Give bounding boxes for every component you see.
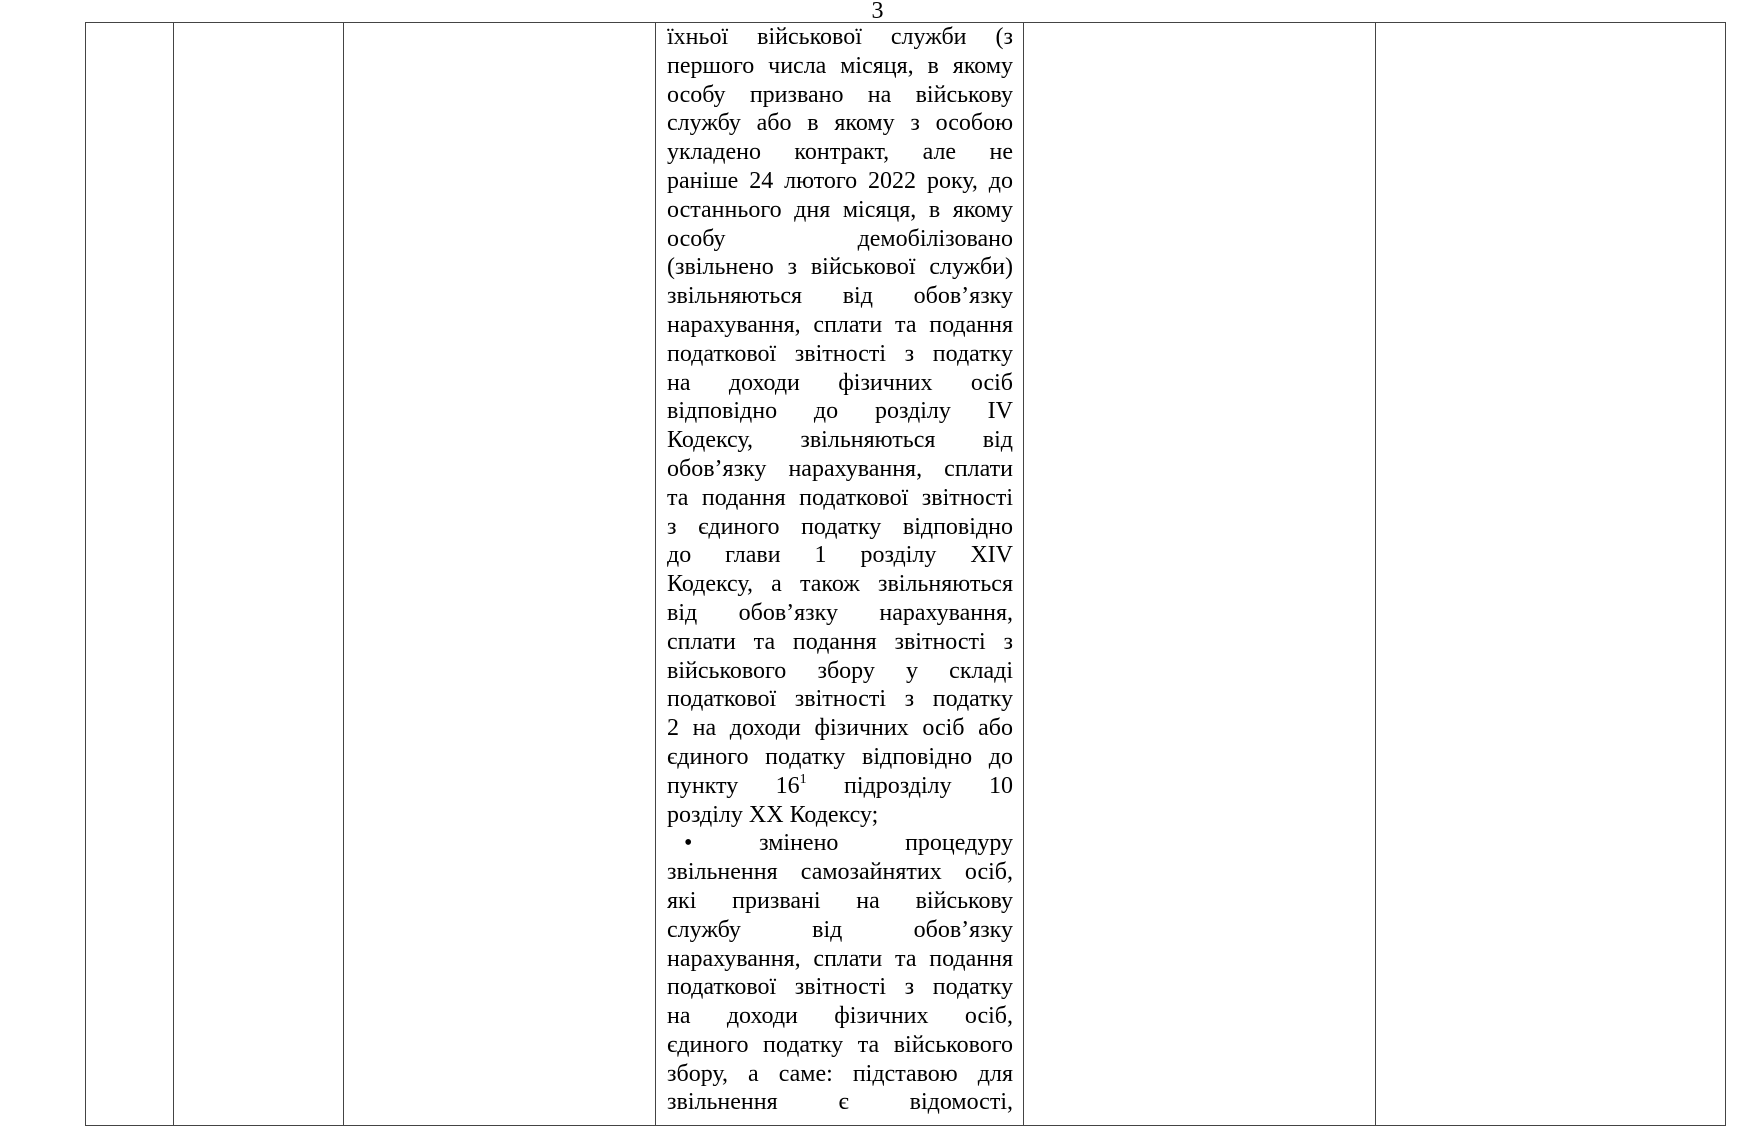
table-cell-text: [656, 23, 1024, 1126]
text-line: податкової звітності з податку: [667, 686, 1013, 713]
text-line: особу демобілізовано: [667, 225, 1013, 252]
text-line: звільняються від обов’язку: [667, 283, 1013, 310]
page-number: 3: [871, 0, 884, 24]
table-cell-empty-2: [174, 23, 344, 1126]
text-line: укладено контракт, але не: [667, 139, 1013, 166]
text-line: податкової звітності з податку: [667, 340, 1013, 367]
text-line: на доходи фізичних осіб,: [667, 1003, 1013, 1030]
text-line: відповідно до розділу IV: [667, 398, 1013, 425]
text-line: особу призвано на військову: [667, 81, 1013, 108]
text-line: які призвані на військову: [667, 887, 1013, 914]
table-cell-empty-3: [344, 23, 656, 1126]
table-cell-empty-5: [1024, 23, 1376, 1126]
text-line: службу від обов’язку: [667, 916, 1013, 943]
text-line: звільнення є відомості,: [667, 1089, 1013, 1116]
text-line: раніше 24 лютого 2022 року, до: [667, 167, 1013, 194]
table-cell-empty-1: [86, 23, 174, 1126]
text-line: їхньої військової служби (з: [667, 24, 1013, 50]
paragraph-tax-exemption: [667, 23, 1013, 772]
text-line: та подання податкової звітності: [667, 484, 1013, 511]
text-line: (звільнено з військової служби): [667, 254, 1013, 281]
superscript-one: 1: [799, 771, 807, 787]
text-line: збору, а саме: підставою для: [667, 1060, 1013, 1087]
text-line: Кодексу, звільняються від: [667, 427, 1013, 454]
text-line: єдиного податку відповідно до: [667, 743, 1013, 770]
text-line: службу або в якому з особою: [667, 110, 1013, 137]
text-line: 2 на доходи фізичних осіб або: [667, 715, 1013, 742]
bullet-item-changed-procedure: • змінено процедуру: [684, 830, 1013, 857]
text-line: [667, 772, 1013, 801]
text-line: від обов’язку нарахування,: [667, 599, 1013, 626]
table-row: [86, 23, 1726, 1126]
text-line: податкової звітності з податку: [667, 974, 1013, 1001]
text-line: на доходи фізичних осіб: [667, 369, 1013, 396]
text-line: військового збору у складі: [667, 657, 1013, 684]
text-line: першого числа місяця, в якому: [667, 52, 1013, 79]
punkt-text: пункту 16: [667, 772, 800, 799]
text-line: Кодексу, а також звільняються: [667, 571, 1013, 598]
text-line: нарахування, сплати та подання: [667, 945, 1013, 972]
paragraph-self-employed: [667, 858, 1013, 1117]
text-line: обов’язку нарахування, сплати: [667, 455, 1013, 482]
punkt-text-rest: підрозділу 10: [806, 772, 1013, 799]
text-line: з єдиного податку відповідно: [667, 513, 1013, 540]
text-line: єдиного податку та військового: [667, 1031, 1013, 1058]
text-line: сплати та подання звітності з: [667, 628, 1013, 655]
document-table: [85, 22, 1726, 1126]
table-cell-empty-6: [1376, 23, 1726, 1126]
text-line: розділу XX Кодексу;: [667, 801, 879, 828]
cell-text-block: [656, 23, 1023, 1125]
text-line: останнього дня місяця, в якому: [667, 196, 1013, 223]
text-line: нарахування, сплати та подання: [667, 311, 1013, 338]
text-line: звільнення самозайнятих осіб,: [667, 859, 1013, 886]
text-line: до глави 1 розділу XIV: [667, 542, 1013, 569]
